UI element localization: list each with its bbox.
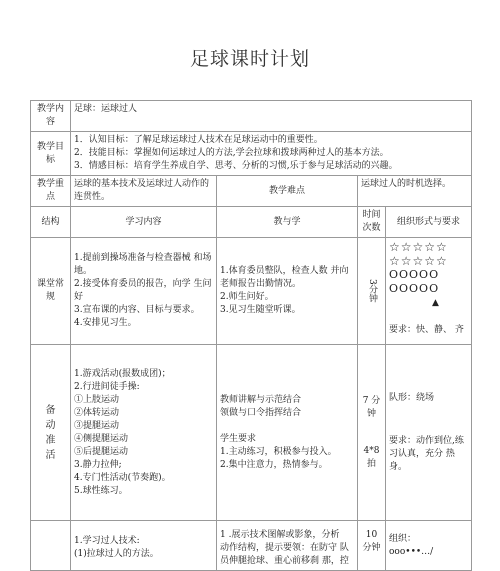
practice-org (386, 521, 472, 571)
warmup-content (71, 345, 217, 521)
warmup-label: 备动准活 (45, 404, 56, 461)
star-row-icon: ☆☆☆☆☆ (389, 240, 448, 254)
list-item: ①上肢运动 (74, 394, 120, 405)
practice-content (71, 521, 217, 571)
header-content: 学习内容 (71, 207, 217, 238)
list-item: 5.球性练习。 (74, 485, 128, 496)
table-row (31, 521, 472, 571)
routine-label: 课堂常规 (31, 238, 71, 345)
header-structure: 结构 (31, 207, 71, 238)
warmup-time: 7 分钟 (362, 395, 381, 419)
keypoints-label: 教学重点 (31, 176, 71, 207)
list-item: 1.游戏活动(报数成团)； (74, 368, 171, 379)
circle-row-icon: OOOOO (389, 268, 440, 281)
goal-item: 2．技能目标：掌握如何运球过人的方法,学会拉球和拨球两种过人的基本方法。 (74, 148, 389, 158)
warmup-requirement: 要求：动作到位,练习认真，充分 热身。 (389, 435, 464, 472)
warmup-label-cell (31, 345, 71, 521)
routine-content (71, 238, 217, 345)
table-row (31, 176, 472, 207)
table-row (31, 238, 472, 345)
header-org: 组织形式与要求 (386, 207, 472, 238)
routine-requirement: 要求：快、静、 齐 (389, 325, 464, 335)
goal-item: 1．认知目标：了解足球运球过人技术在足球运动中的重要性。 (74, 135, 323, 145)
list-item: ③提腿运动 (74, 420, 120, 431)
practice-label (31, 521, 71, 571)
table-row (31, 345, 472, 521)
list-item: 2.接受体育委员的报告，向学 生问好 (74, 279, 212, 302)
list-item: 组织： (389, 534, 417, 544)
list-item: 1.学习过人技术: (74, 536, 140, 546)
list-item: 4.安排见习生。 (74, 318, 137, 328)
list-item: 2.集中注意力，热情参与。 (220, 459, 328, 470)
list-item: ④侧提腿运动 (74, 433, 129, 444)
list-item: 1.体育委员整队，检查人数 并向老师报告出勤情况。 (220, 266, 349, 289)
list-item: (1)拉球过人的方法。 (74, 549, 159, 559)
goals-label: 教学目标 (31, 132, 71, 176)
routine-teach (217, 238, 358, 345)
goal-item: 3．情感目标：培育学生养成自学、思考、分析的习惯,乐于参与足球活动的兴趣。 (74, 161, 398, 171)
goals-list (71, 132, 472, 176)
list-item: 1.提前到操场准备与检查器械 和场地。 (74, 253, 212, 276)
list-item: ⑤后提腿运动 (74, 446, 129, 457)
practice-teach (217, 521, 358, 571)
table-row (31, 101, 472, 132)
list-item: 1 .展示技术图解或影象，分析 (220, 530, 340, 540)
list-item: 4.专门性活动(节奏跑)。 (74, 472, 171, 483)
content-label: 教学内容 (31, 101, 71, 132)
warmup-time-cell (358, 345, 386, 521)
list-item: 2.行进间徒手操: (74, 381, 140, 392)
star-row-icon: ☆☆☆☆☆ (389, 254, 448, 268)
warmup-teach (217, 345, 358, 521)
table-header-row (31, 207, 472, 238)
practice-time: 10 分钟 (358, 521, 386, 571)
warmup-beats: 4*8 拍 (363, 445, 380, 469)
list-item: 1.主动练习，积极参与投入。 (220, 446, 337, 457)
list-item: 3.静力拉伸; (74, 459, 122, 470)
list-item: 教师讲解与示范结合 (220, 394, 302, 405)
list-item: 2.师生问好。 (220, 292, 274, 302)
list-item (220, 420, 354, 433)
lesson-plan-table (30, 100, 472, 571)
header-teach: 教与学 (217, 207, 358, 238)
list-item: ②体转运动 (74, 407, 120, 418)
content-value: 足球：运球过人 (71, 101, 472, 132)
header-time: 时间次数 (358, 207, 386, 238)
list-item: ooo•••…/ (389, 547, 434, 557)
list-item: 领做与口令指挥结合 (220, 407, 302, 418)
warmup-org (386, 345, 472, 521)
list-item: 员伸腿抢球、重心前移刹 那，控 (220, 556, 349, 566)
list-item: 3.见习生随堂听课。 (220, 305, 301, 315)
difficulty-label: 教学难点 (217, 176, 358, 207)
routine-formation (386, 238, 472, 345)
circle-row-icon: OOOOO (389, 282, 440, 295)
routine-time-cell (358, 238, 386, 345)
teacher-triangle-icon: ▲ (432, 298, 439, 308)
page-title: 足球课时计划 (189, 48, 310, 70)
student-formation (389, 240, 468, 310)
difficulty-value: 运球过人的时机选择。 (358, 176, 472, 207)
list-item: 动作结构，提示要领：在防守 队 (220, 543, 349, 553)
keypoints-value: 运球的基本技术及运球过人动作的连贯性。 (71, 176, 217, 207)
list-item: 3.宣布课的内容、目标与要求。 (74, 305, 200, 315)
list-item: 学生要求 (220, 433, 257, 444)
routine-time: 3分钟 (367, 279, 377, 303)
table-row (31, 132, 472, 176)
warmup-formation: 队形：绕场 (389, 392, 435, 403)
